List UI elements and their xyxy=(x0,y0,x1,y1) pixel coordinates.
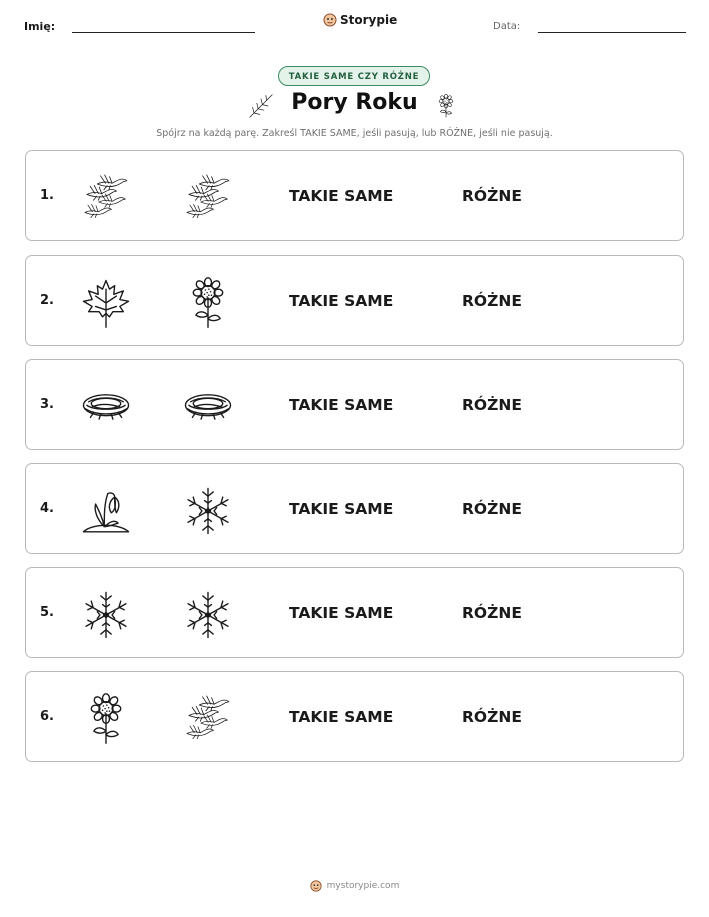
nest-icon xyxy=(182,381,234,433)
worksheet-header xyxy=(0,0,709,50)
same-option[interactable]: TAKIE SAME xyxy=(289,396,394,414)
different-option[interactable]: RÓŻNE xyxy=(462,187,522,205)
storypie-mascot-icon xyxy=(323,13,337,27)
maple-leaf-icon xyxy=(80,277,132,329)
different-option[interactable]: RÓŻNE xyxy=(462,500,522,518)
brand-name: Storypie xyxy=(340,13,398,27)
exercise-row xyxy=(25,255,684,346)
row-number: 3. xyxy=(40,397,54,412)
exercise-row xyxy=(25,463,684,554)
snowflake-icon xyxy=(80,589,132,641)
nest-icon xyxy=(80,381,132,433)
snowdrop-icon xyxy=(80,485,132,537)
same-option[interactable]: TAKIE SAME xyxy=(289,292,394,310)
footer-url[interactable]: mystorypie.com xyxy=(326,881,400,891)
exercise-row xyxy=(25,671,684,762)
sunflower-icon xyxy=(434,91,458,121)
exercise-row xyxy=(25,567,684,658)
worksheet-type-badge: TAKIE SAME CZY RÓŻNE xyxy=(278,66,430,86)
same-option[interactable]: TAKIE SAME xyxy=(289,708,394,726)
page-footer xyxy=(0,880,709,892)
different-option[interactable]: RÓŻNE xyxy=(462,604,522,622)
date-label: Data: xyxy=(493,21,521,32)
instructions: Spójrz na każdą parę. Zakreśl TAKIE SAME, jeśli pasują, lub RÓŻNE, jeśli nie pasują. xyxy=(156,128,553,139)
exercise-row xyxy=(25,150,684,241)
row-number: 2. xyxy=(40,293,54,308)
same-option[interactable]: TAKIE SAME xyxy=(289,187,394,205)
brand-logo xyxy=(323,13,397,27)
snowflake-icon xyxy=(182,485,234,537)
snowflake-icon xyxy=(182,589,234,641)
same-option[interactable]: TAKIE SAME xyxy=(289,500,394,518)
geese-icon xyxy=(80,172,132,224)
sunflower-icon xyxy=(80,693,132,745)
different-option[interactable]: RÓŻNE xyxy=(462,292,522,310)
page-title: Pory Roku xyxy=(291,90,418,115)
row-number: 5. xyxy=(40,605,54,620)
row-number: 4. xyxy=(40,501,54,516)
date-field-line[interactable] xyxy=(538,32,686,33)
exercise-row xyxy=(25,359,684,450)
storypie-mascot-icon xyxy=(310,880,322,892)
same-option[interactable]: TAKIE SAME xyxy=(289,604,394,622)
name-field-line[interactable] xyxy=(72,32,255,33)
sunflower-icon xyxy=(182,277,234,329)
different-option[interactable]: RÓŻNE xyxy=(462,708,522,726)
geese-icon xyxy=(182,693,234,745)
geese-icon xyxy=(182,172,234,224)
different-option[interactable]: RÓŻNE xyxy=(462,396,522,414)
name-label: Imię: xyxy=(24,20,56,33)
row-number: 6. xyxy=(40,709,54,724)
row-number: 1. xyxy=(40,188,54,203)
